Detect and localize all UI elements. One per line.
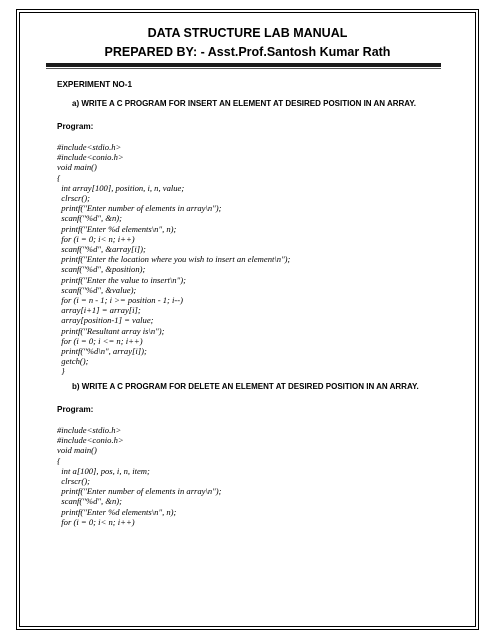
code-line: void main() xyxy=(57,445,97,456)
code-block-b xyxy=(57,425,222,527)
code-line: scanf("%d", &value); xyxy=(57,284,137,295)
code-line: getch(); xyxy=(57,356,89,367)
manual-title: DATA STRUCTURE LAB MANUAL xyxy=(147,26,348,40)
code-line: scanf("%d", &position); xyxy=(57,264,146,275)
code-line: int a[100], pos, i, n, item; xyxy=(57,465,150,476)
experiment-heading: EXPERIMENT NO-1 xyxy=(57,80,133,89)
task-b-heading: b) WRITE A C PROGRAM FOR DELETE AN ELEMENT AT DESIRED POSITION IN AN ARRAY. xyxy=(72,382,419,391)
code-line: for (i = 0; i< n; i++) xyxy=(57,233,135,244)
code-line: printf("Enter %d elements\n", n); xyxy=(57,506,177,517)
code-line: void main() xyxy=(57,162,97,173)
code-line: #include<conio.h> xyxy=(57,152,124,163)
code-block-a xyxy=(57,142,290,377)
code-line: printf("Enter number of elements in array\n"); xyxy=(57,203,222,214)
code-line: printf("Enter the value to insert\n"); xyxy=(57,274,186,285)
code-line: int array[100], position, i, n, value; xyxy=(57,182,185,193)
code-line: #include<stdio.h> xyxy=(57,142,122,152)
code-line: scanf("%d", &array[i]); xyxy=(57,244,146,255)
code-line: for (i = n - 1; i >= position - 1; i--) xyxy=(57,295,183,306)
code-line: #include<conio.h> xyxy=(57,435,124,446)
task-a-heading: a) WRITE A C PROGRAM FOR INSERT AN ELEMENT AT DESIRED POSITION IN AN ARRAY. xyxy=(72,99,417,108)
code-line: printf("Enter the location where you wish to insert an element\n"); xyxy=(57,254,291,265)
code-line: { xyxy=(57,455,61,466)
code-line: clrscr(); xyxy=(57,193,90,204)
manual-author: PREPARED BY: - Asst.Prof.Santosh Kumar Rath xyxy=(104,45,391,59)
code-line: } xyxy=(57,366,65,377)
page-header xyxy=(0,26,495,60)
header-rule-thin xyxy=(46,68,441,69)
program-label-b: Program: xyxy=(57,405,94,414)
code-line: printf("Enter number of elements in array\n"); xyxy=(57,486,222,497)
code-line: for (i = 0; i <= n; i++) xyxy=(57,335,143,346)
program-label-a: Program: xyxy=(57,122,94,131)
code-line: scanf("%d", &n); xyxy=(57,213,122,224)
code-line: clrscr(); xyxy=(57,476,90,487)
code-line: printf("Resultant array is\n"); xyxy=(57,325,165,336)
code-line: for (i = 0; i< n; i++) xyxy=(57,516,135,527)
code-line: array[i+1] = array[i]; xyxy=(57,305,141,316)
code-line: scanf("%d", &n); xyxy=(57,496,122,507)
code-line: #include<stdio.h> xyxy=(57,425,122,435)
header-rule-thick xyxy=(46,63,441,67)
code-line: printf("%d\n", array[i]); xyxy=(57,346,147,357)
code-line: { xyxy=(57,172,61,183)
code-line: array[position-1] = value; xyxy=(57,315,154,326)
code-line: printf("Enter %d elements\n", n); xyxy=(57,223,177,234)
